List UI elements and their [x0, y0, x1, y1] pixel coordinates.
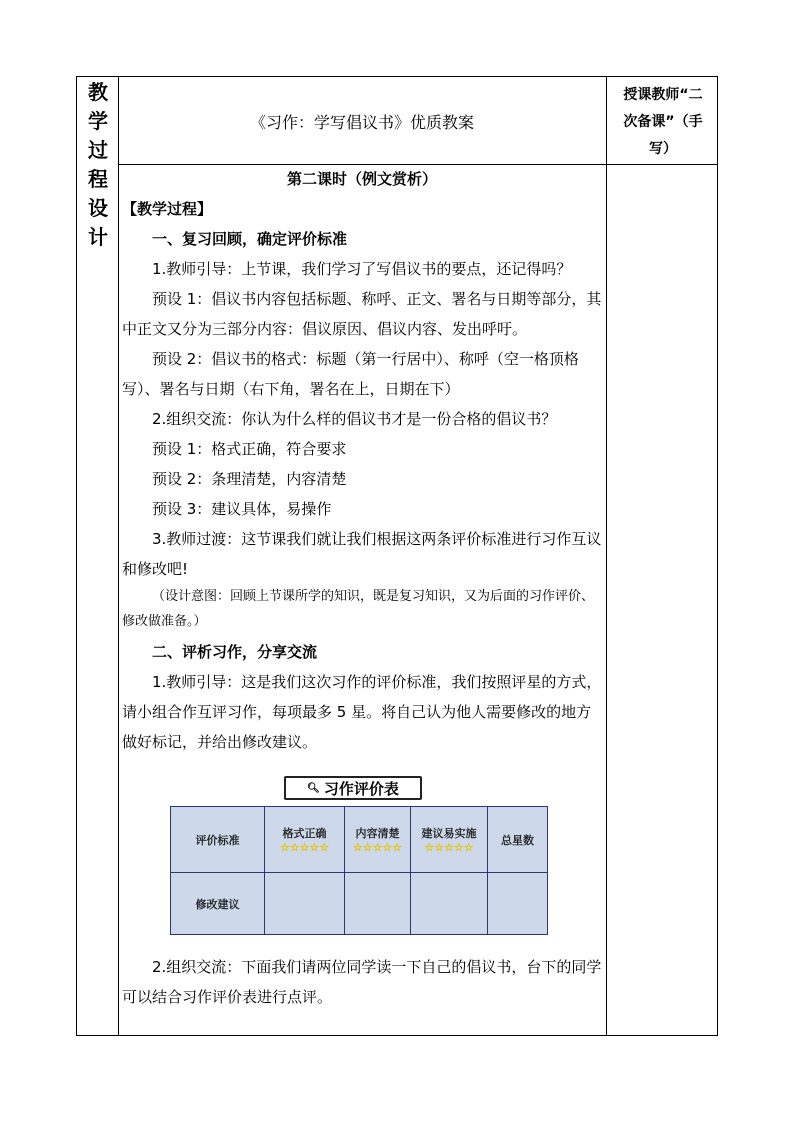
paragraph: 预设 2：条理清楚，内容清楚 — [152, 470, 347, 488]
row-label-text: 修改建议 — [195, 897, 240, 911]
evaluation-table — [170, 806, 548, 935]
star-rating-icon: ☆☆☆☆☆ — [424, 841, 474, 854]
table-bottom-border — [76, 1035, 718, 1036]
paragraph: 1.教师引导：上节课，我们学习了写倡议书的要点，还记得吗？ — [152, 260, 572, 278]
star-rating-icon: ☆☆☆☆☆ — [279, 841, 330, 854]
heading-review: 一、复习回顾，确定评价标准 — [152, 230, 348, 248]
criteria-content — [345, 807, 410, 872]
lesson-title: 第二课时（例文赏析） — [286, 170, 437, 188]
vertical-char: 学 — [88, 109, 108, 133]
table-top-border — [76, 76, 718, 77]
teacher-note-header — [608, 82, 718, 163]
paragraph: 预设 1：倡议书内容包括标题、称呼、正文、署名与日期等部分，其中正文又分为三部分内容：倡议原因、倡议内容、发出呼吁。 — [122, 290, 602, 338]
document-title-text: 《习作：学写倡议书》优质教案 — [249, 112, 474, 132]
vertical-char: 过 — [88, 138, 108, 162]
section-label-vertical — [80, 78, 116, 252]
criteria-total — [488, 807, 547, 872]
design-intent-note: （设计意图：回顾上节课所学的知识，既是复习知识，又为后面的习作评价、修改做准备。） — [122, 589, 595, 629]
row-label-criteria — [171, 807, 264, 872]
heading-evaluate: 二、评析习作，分享交流 — [152, 643, 318, 661]
paragraph: 预设 1：格式正确，符合要求 — [152, 440, 347, 458]
evaluation-table-title-text: 习作评价表 — [323, 779, 399, 798]
paragraph: 预设 2：倡议书的格式：标题（第一行居中）、称呼（空一格顶格写）、署名与日期（右下角，署名在上，日期在下） — [122, 350, 579, 398]
paragraph: 3.教师过渡：这节课我们就让我们根据这两条评价标准进行习作互议和修改吧! — [122, 530, 602, 578]
vertical-char: 程 — [88, 167, 108, 191]
criteria-text: 格式正确 — [282, 827, 327, 840]
lesson-content — [122, 164, 602, 757]
teacher-note-line: 授课教师“二 — [623, 87, 703, 103]
document-title — [118, 78, 606, 164]
vertical-char: 教 — [88, 80, 108, 104]
criteria-text: 总星数 — [501, 833, 534, 847]
criteria-format — [265, 807, 344, 872]
vertical-char: 设 — [88, 196, 108, 220]
paragraph: 2.组织交流：下面我们请两位同学读一下自己的倡议书，台下的同学可以结合习作评价表进行点评。 — [122, 958, 602, 1006]
paragraph: 2.组织交流：你认为什么样的倡议书才是一份合格的倡议书？ — [152, 410, 557, 428]
lesson-content-continued — [122, 952, 602, 1012]
magnifier-icon: 🔍︎ — [307, 782, 320, 794]
right-column-divider — [606, 76, 607, 1036]
vertical-char: 计 — [88, 225, 108, 249]
criteria-text: 建议易实施 — [421, 827, 477, 840]
criteria-feasibility — [411, 807, 487, 872]
left-column-divider — [118, 76, 119, 1036]
table-right-border — [717, 76, 718, 1036]
evaluation-table-title — [284, 776, 422, 800]
teacher-note-line: 次备课”（手 — [623, 114, 703, 130]
row-label-text: 评价标准 — [195, 833, 240, 847]
criteria-text: 内容清楚 — [355, 827, 400, 840]
table-left-border — [76, 76, 77, 1036]
star-rating-icon: ☆☆☆☆☆ — [352, 841, 403, 854]
paragraph: 1.教师引导：这是我们这次习作的评价标准，我们按照评星的方式，请小组合作互评习作，每项最多 5 星。将自己认为他人需要修改的地方做好标记，并给出修改建议。 — [122, 673, 602, 751]
evaluation-table-figure — [170, 776, 548, 936]
teacher-note-line: 写） — [649, 141, 677, 157]
section-label: 【教学过程】 — [122, 200, 213, 218]
row-label-suggestion — [171, 873, 264, 934]
paragraph: 预设 3：建议具体，易操作 — [152, 500, 332, 518]
